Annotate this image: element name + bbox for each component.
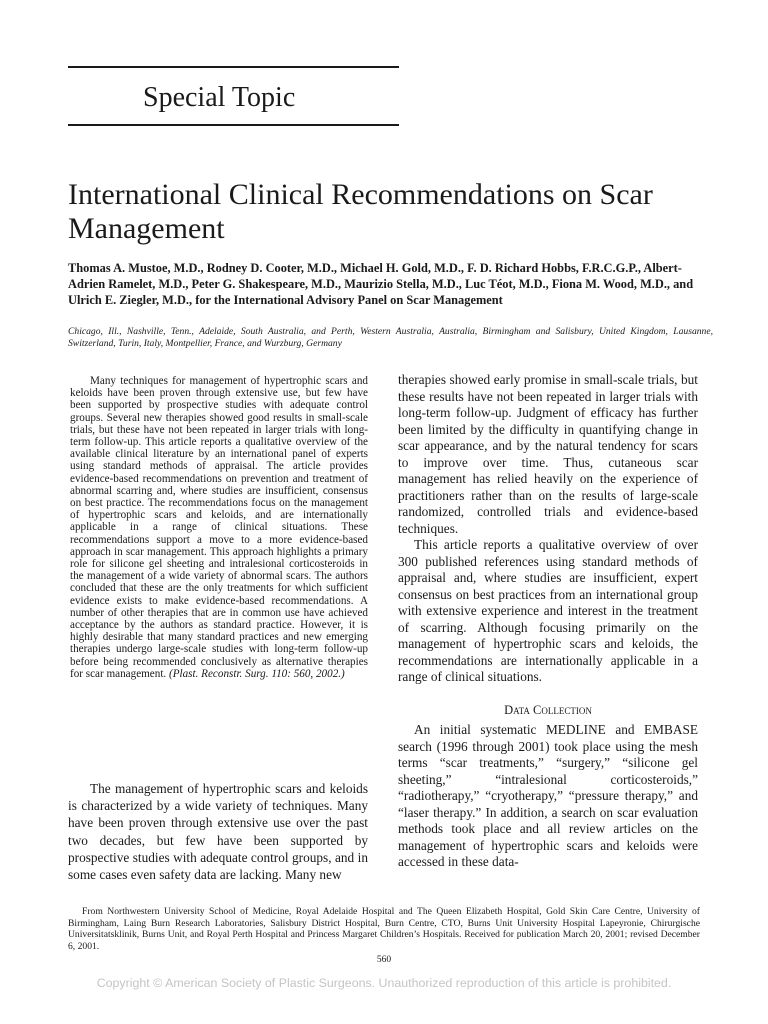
footnote-text: From Northwestern University School of Medicine, Royal Adelaide Hospital and The Queen Elizabeth Hospital, Gold Skin Care Centre, University of Birmingham, Laing Burn Research Laboratories, Salisbury District Hospital, Burn Centre, CTO, Burns Unit University Hospital Lapeyronie, Chirurgische Universitatsklinik, Burns Unit, and Royal Perth Hospital and Princess Margaret Children’s Hospitals. Received for publication March 20, 2001; revised December 6, 2001. — [68, 906, 700, 952]
section-label: Special Topic — [143, 82, 296, 113]
section-rule — [68, 124, 399, 126]
abstract-citation: (Plast. Reconstr. Surg. 110: 560, 2002.) — [169, 667, 345, 680]
author-list: Thomas A. Mustoe, M.D., Rodney D. Cooter, M.D., Michael H. Gold, M.D., F. D. Richard Hobbs, F.R.C.G.P., Albert-Adrien Ramelet, M.D., Peter G. Shakespeare, M.D., Maurizio Stella, M.D., Luc Téot, M.D., Fiona M. Wood, M.D., and Ulrich E. Ziegler, M.D., for the International Advisory Panel on Scar Management — [68, 261, 694, 307]
body-column-left — [68, 780, 368, 883]
intro-paragraph-2: This article reports a qualitative overview of over 300 published references using standard methods of appraisal and, where studies are insufficient, expert consensus on best practices from an international group with extensive experience and interest in the treatment of scarring. Although focusing primarily on the management of hypertrophic scars and keloids, the recommendations are internationally applicable in a range of clinical situations. — [398, 537, 698, 684]
body-column-right — [398, 372, 698, 871]
copyright-watermark: Copyright © American Society of Plastic Surgeons. Unauthorized reproduction of this article is prohibited. — [96, 976, 672, 990]
author-locations: Chicago, Ill., Nashville, Tenn., Adelaide, South Australia, and Perth, Western Australia, Australia, Birmingham and Salisbury, United Kingdom, Lausanne, Switzerland, Turin, Italy, Montpellier, France, and Wurzburg, Germany — [68, 326, 713, 349]
top-rule — [68, 66, 399, 68]
intro-paragraph-1-start: The management of hypertrophic scars and keloids is characterized by a wide variety of techniques. Many have been proven through extensive use over the past two decades, but few have been supported by prospective studies with adequate control groups, and in some cases even safety data are lacking. Many new — [68, 781, 368, 883]
abstract-text: Many techniques for management of hypertrophic scars and keloids have been proven through extensive use, but few have been supported by prospective studies with adequate control groups. Several new therapies showed good results in small-scale trials, but these have not been repeated in larger trials with long-term follow-up. This article reports a qualitative overview of the available clinical literature by an international panel of experts using standard methods of appraisal. The article provides evidence-based recommendations on prevention and treatment of abnormal scarring and, where studies are insufficient, consensus on best practice. The recommendations focus on the management of hypertrophic scars and keloids, and are internationally applicable in a range of clinical situations. These recommendations support a move to a more evidence-based approach in scar management. This approach highlights a primary role for silicone gel sheeting and intralesional corticosteroids in the management of a wide variety of abnormal scars. The authors concluded that these are the only treatments for which sufficient evidence exists to make evidence-based recommendations. A number of other therapies that are in common use have achieved acceptance by the authors as standard practice. However, it is highly desirable that many standard practices and new emerging therapies undergo large-scale studies with long-term follow-up before being recommended conclusively as alternative therapies for scar management. — [70, 375, 368, 680]
article-title: International Clinical Recommendations on Scar Management — [68, 178, 653, 245]
page-number: 560 — [376, 955, 392, 965]
abstract-paragraph — [70, 375, 368, 680]
data-collection-paragraph: An initial systematic MEDLINE and EMBASE search (1996 through 2001) took place using the mesh terms “scar treatments,” “surgery,” “silicone gel sheeting,” “intralesional corticosteroids,” “radiotherapy,” “cryotherapy,” “pressure therapy,” and “laser therapy.” In addition, a search on scar evaluation methods took place and all review articles on the management of hypertrophic scars and keloids were accessed in these data- — [398, 722, 698, 869]
abstract — [70, 375, 368, 680]
intro-paragraph-1-continued: therapies showed early promise in small-scale trials, but these results have not been repeated in larger trials with long-term follow-up. Judgment of efficacy has further been limited by the difficulty in quantifying change in scar appearance, and by the natural tendency for scars to improve over time. Thus, cutaneous scar management has relied heavily on the experience of practitioners rather than on the results of large-scale randomized, controlled trials and evidence-based techniques. — [398, 372, 698, 536]
affiliation-footnote — [68, 906, 700, 952]
section-heading-data-collection: Data Collection — [504, 702, 592, 717]
